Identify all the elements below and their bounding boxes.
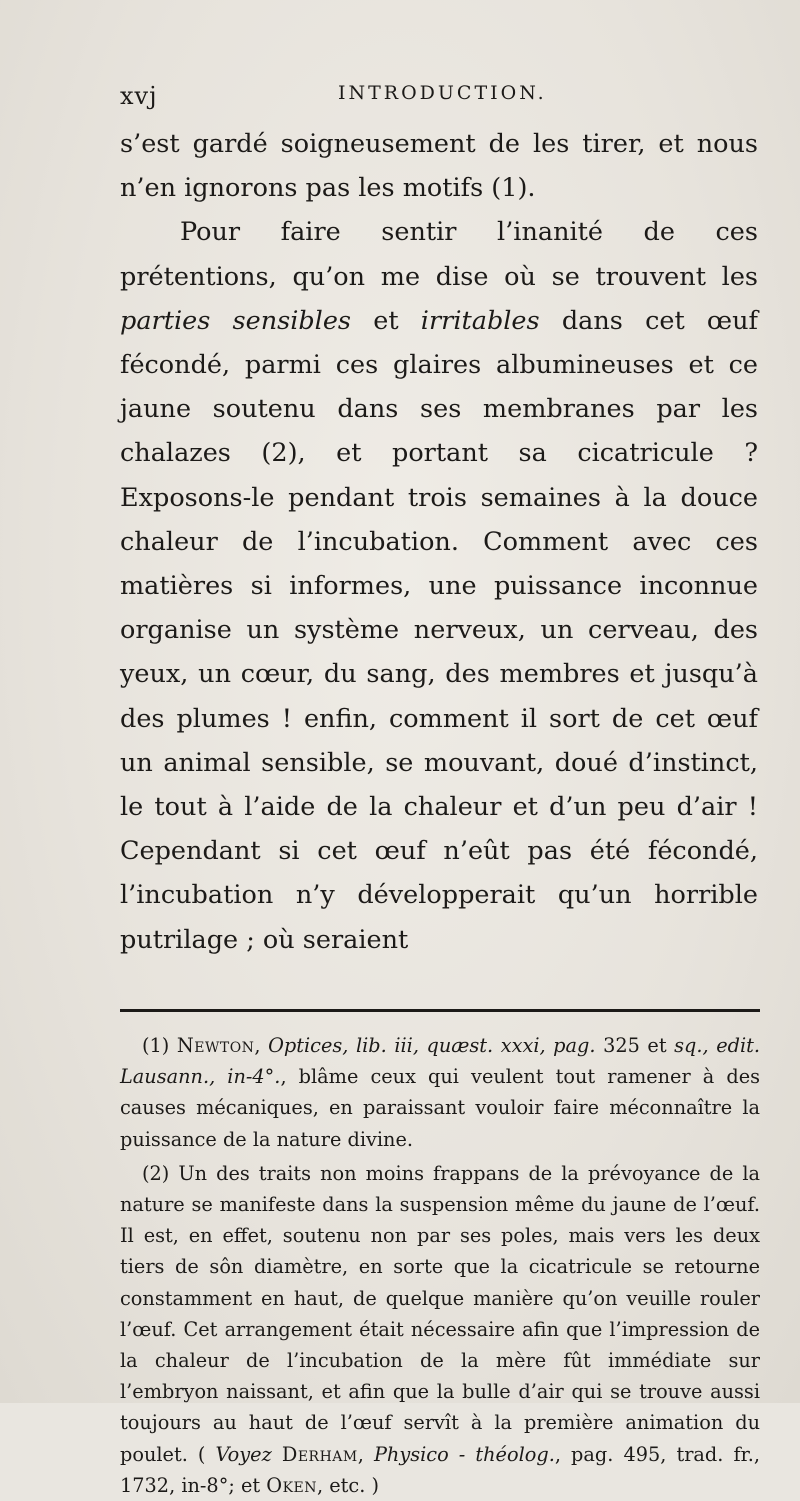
footnote-work: Optices, lib. iii, quæst. xxxi, pag. xyxy=(268,1034,596,1057)
footnote-1: (1) Newton, Optices, lib. iii, quæst. xxxi, pag. 325 et sq., edit. Lausann., in-4°., blâme ceux qui veulent tout ramener à des causes mécaniques, en paraissant vouloir faire méconnaître la puissance de la nature divine. xyxy=(120,1034,761,1151)
page-number: xvj xyxy=(120,82,158,110)
footnote-rule xyxy=(120,1009,760,1012)
running-title: INTRODUCTION. xyxy=(338,82,547,104)
main-text xyxy=(120,122,758,962)
footnote-work: Physico - théolog. xyxy=(373,1442,555,1466)
italic-term-sensibles: parties sensibles xyxy=(120,305,352,336)
running-head xyxy=(120,82,760,112)
italic-term-irritables: irritables xyxy=(420,305,540,336)
footnote-author: Newton xyxy=(176,1034,255,1057)
footnote-author: Oken xyxy=(266,1473,318,1497)
paragraph-main: Pour faire sentir l’inanité de ces prétentions, qu’on me dise où se trouvent les parties sensibles et irritables dans cet œuf fécondé, parmi ces glaires albumineuses et ce jaune soutenu dans ses membranes par les chalazes (2), et portant sa cicatricule ? Exposons-le pendant trois semaines à la douce chaleur de l’incubation. Comment avec ces matières si informes, une puissance inconnue organise un système nerveux, un cerveau, des yeux, un cœur, du sang, des membres et jusqu’à des plumes ! enfin, comment il sort de cet œuf un animal sensible, se mouvant, doué d’instinct, le tout à l’aide de la chaleur et d’un peu d’air ! Cependant si cet œuf n’eût pas été fécondé, l’incubation n’y développerait qu’un horrible putrilage ; où seraient xyxy=(120,217,758,955)
footnotes xyxy=(120,1030,760,1501)
paragraph-continued: s’est gardé soigneusement de les tirer, et nous n’en ignorons pas les motifs (1). xyxy=(120,129,758,204)
footnote-2: (2) Un des traits non moins frappans de la prévoyance de la nature se manifeste dans la suspension même du jaune de l’œuf. Il est, en effet, soutenu non par ses poles, mais vers les deux tiers de sôn diamètre, en sorte que la cicatricule se retourne constamment en haut, de quelque manière qu’on veuille rouler l’œuf. Cet arrangement était nécessaire afin que l’impression de la chaleur de l’incubation de la mère fût immédiate sur l’embryon naissant, et afin que la bulle d’air qui se trouve aussi toujours au haut de l’œuf servît à la première animation du poulet. ( Voyez Derham, Physico - théolog., pag. 495, trad. fr., 1732, in-8°; et Oken, etc. ) xyxy=(120,1161,760,1497)
footnote-ref-1: (1). xyxy=(491,173,536,204)
footnote-author: Derham xyxy=(281,1442,358,1466)
